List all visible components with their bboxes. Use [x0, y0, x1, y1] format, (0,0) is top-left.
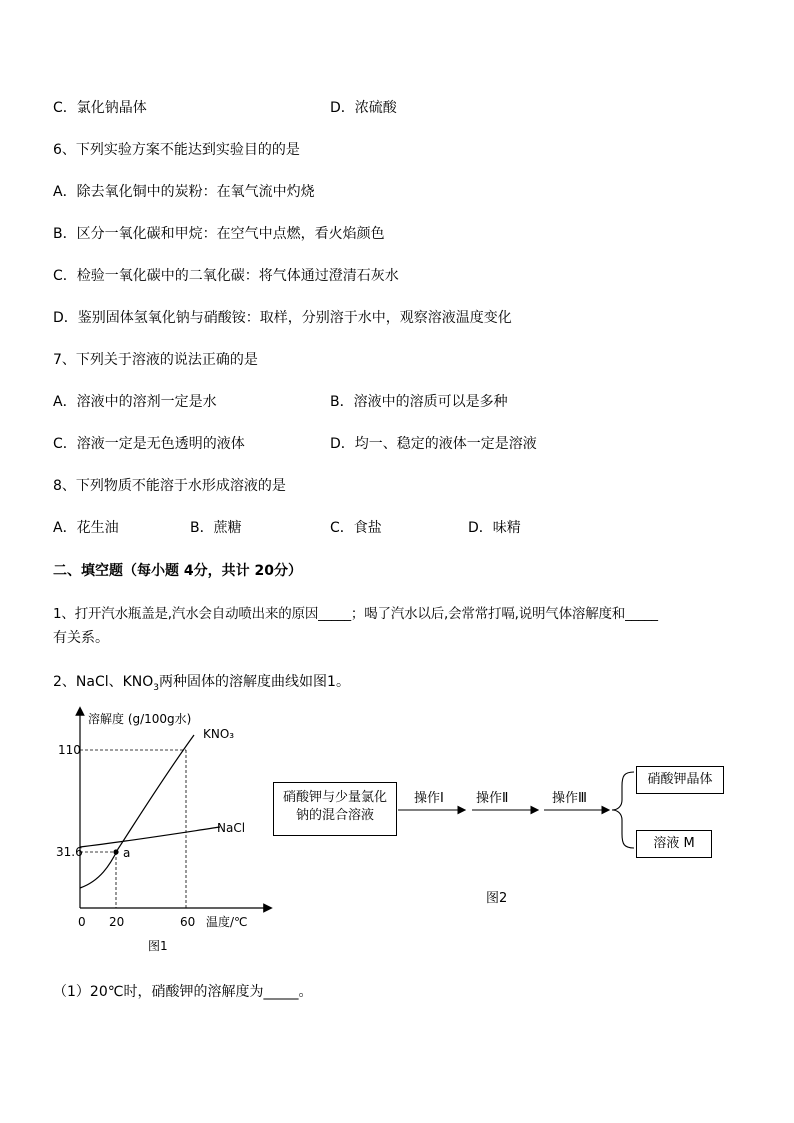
- intersection-point: [113, 849, 118, 854]
- tick-x-0: 0: [78, 915, 86, 929]
- x-axis-label: 温度/℃: [206, 915, 248, 929]
- q8-option-d: D．味精: [468, 520, 521, 536]
- mixture-box: 硝酸钾与少量氯化钠的混合溶液: [273, 782, 397, 836]
- tick-x-20: 20: [109, 915, 125, 929]
- q8-option-c: C．食盐: [330, 520, 382, 536]
- q6-option-d: D．鉴别固体氢氧化钠与硝酸铵：取样，分别溶于水中，观察溶液温度变化: [53, 310, 512, 326]
- figure2-connectors: [396, 760, 641, 865]
- series-label-kno3: KNO₃: [203, 727, 235, 741]
- fill2-intro: [53, 673, 350, 697]
- figure2-caption: 图2: [486, 891, 508, 906]
- op3-label: 操作Ⅲ: [552, 791, 587, 806]
- fill2-sub1: （1）20℃时，硝酸钾的溶解度为_____。: [53, 984, 313, 1000]
- q8-option-b: B．蔗糖: [190, 520, 242, 536]
- curve-nacl: [80, 827, 220, 847]
- section-title: 二、填空题（每小题 4分，共计 20分）: [53, 563, 302, 579]
- q7-stem: 7、下列关于溶液的说法正确的是: [53, 352, 258, 368]
- crystal-box: 硝酸钾晶体: [636, 766, 724, 794]
- op2-label: 操作Ⅱ: [476, 791, 509, 806]
- q6-stem: 6、下列实验方案不能达到实验目的的是: [53, 142, 300, 158]
- series-label-nacl: NaCl: [217, 821, 246, 835]
- q6-option-a: A．除去氧化铜中的炭粉：在氧气流中灼烧: [53, 184, 315, 200]
- op1-label: 操作Ⅰ: [414, 791, 444, 806]
- q7-option-a: A．溶液中的溶剂一定是水: [53, 394, 217, 410]
- fill1-line2: 有关系。: [53, 630, 109, 646]
- q5-option-d: D．浓硫酸: [330, 100, 397, 116]
- fill2-intro-b: 两种固体的溶解度曲线如图1。: [159, 674, 350, 690]
- fill2-intro-a: 2、NaCl、KNO: [53, 674, 154, 690]
- curve-kno3: [80, 735, 194, 888]
- figure1-caption: 图1: [148, 939, 168, 953]
- solution-m-box: 溶液 M: [636, 830, 712, 858]
- figure1-solubility-chart: [50, 705, 280, 955]
- fill2-intro-sub: 3: [153, 682, 160, 693]
- y-axis-label: 溶解度 (g/100g水): [88, 712, 192, 726]
- q8-stem: 8、下列物质不能溶于水形成溶液的是: [53, 478, 286, 494]
- tick-x-60: 60: [180, 915, 196, 929]
- tick-y-31-6: 31.6: [56, 845, 83, 859]
- q7-option-d: D．均一、稳定的液体一定是溶液: [330, 436, 537, 452]
- tick-y-110: 110: [58, 743, 81, 757]
- q7-option-b: B．溶液中的溶质可以是多种: [330, 394, 508, 410]
- point-label-a: a: [123, 846, 131, 860]
- fill1-line1: 1、打开汽水瓶盖是,汽水会自动喷出来的原因_____；喝了汽水以后,会常常打嗝,说明气体溶解度和_____: [53, 606, 658, 622]
- q6-option-c: C．检验一氧化碳中的二氧化碳：将气体通过澄清石灰水: [53, 268, 399, 284]
- q6-option-b: B．区分一氧化碳和甲烷：在空气中点燃，看火焰颜色: [53, 226, 385, 242]
- q5-option-c: C．氯化钠晶体: [53, 100, 147, 116]
- split-brace: [612, 772, 634, 848]
- q7-option-c: C．溶液一定是无色透明的液体: [53, 436, 245, 452]
- q8-option-a: A．花生油: [53, 520, 119, 536]
